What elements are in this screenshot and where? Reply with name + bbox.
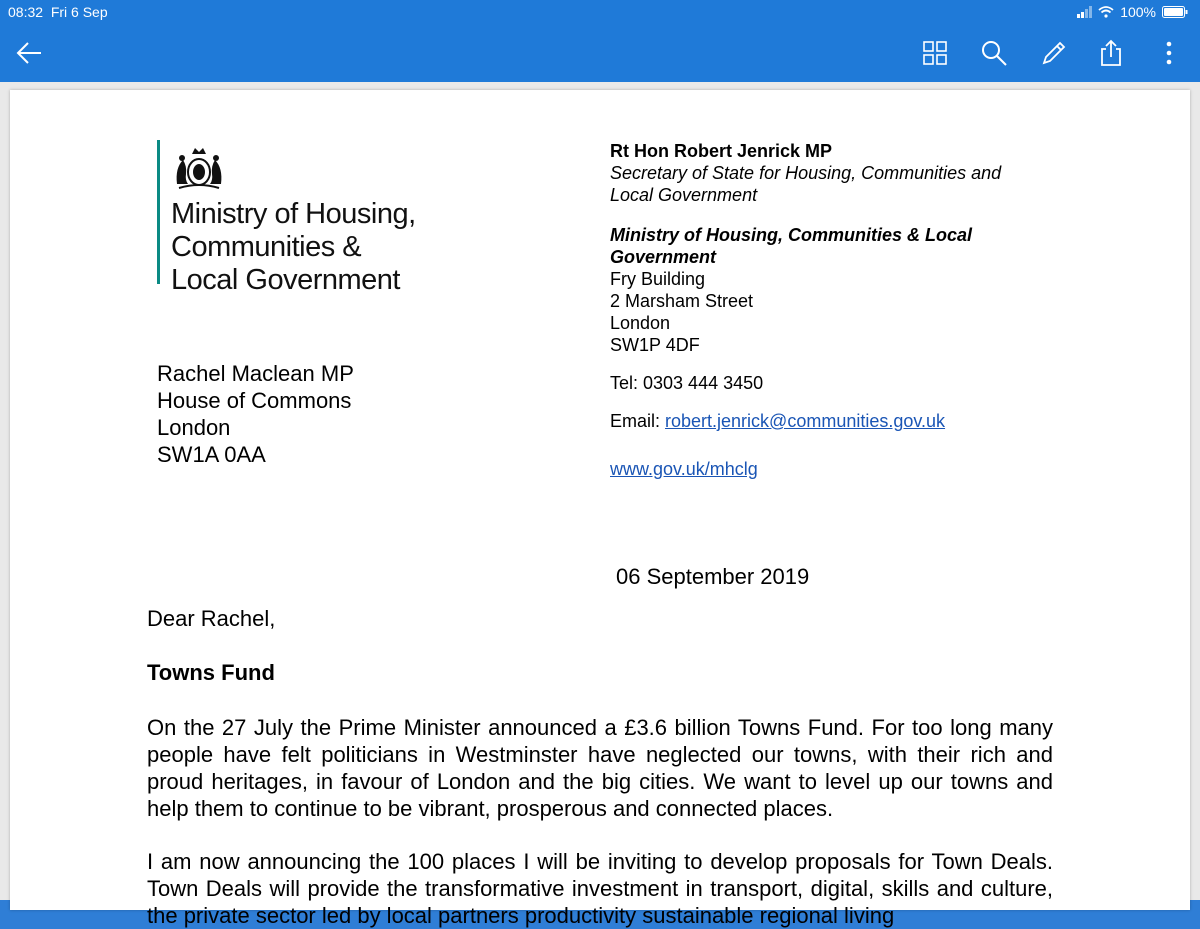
battery-icon — [1162, 6, 1188, 18]
recipient-line: Rachel Maclean MP — [157, 361, 354, 386]
email-label: Email: — [610, 411, 666, 431]
more-icon — [1154, 38, 1184, 68]
sender-telephone: Tel: 0303 444 3450 — [610, 373, 764, 393]
sender-address-line: Fry Building — [610, 269, 706, 289]
letter-date: 06 September 2019 — [616, 564, 810, 589]
sender-address-line: London — [610, 313, 671, 333]
pencil-icon — [1039, 38, 1069, 68]
share-icon — [1096, 38, 1126, 68]
sender-address-line: 2 Marsham Street — [610, 291, 754, 311]
toolbar — [0, 24, 1200, 82]
recipient-line: SW1A 0AA — [157, 442, 266, 467]
grid-view-icon — [920, 38, 950, 68]
document-viewer[interactable] — [0, 82, 1200, 928]
signal-icon — [1077, 6, 1092, 18]
battery-percent: 100% — [1120, 4, 1156, 20]
sender-name: Rt Hon Robert Jenrick MP — [610, 141, 833, 161]
sender-block — [610, 140, 1040, 480]
salutation: Dear Rachel, — [147, 606, 276, 631]
back-button[interactable] — [12, 36, 46, 70]
sender-email-row — [610, 410, 1040, 432]
sender-title-line: Local Government — [610, 185, 758, 205]
recipient-line: House of Commons — [157, 388, 352, 413]
annotate-button[interactable] — [1037, 36, 1071, 70]
status-time: 08:32 Fri 6 Sep — [8, 4, 108, 20]
back-arrow-icon — [14, 38, 44, 68]
search-button[interactable] — [977, 36, 1011, 70]
logo-accent-bar — [157, 140, 160, 284]
website-link[interactable]: www.gov.uk/mhclg — [610, 459, 758, 479]
logo-wordmark: Ministry of Housing, Communities & Local Government — [171, 198, 416, 296]
email-link[interactable]: robert.jenrick@communities.gov.uk — [665, 411, 946, 431]
search-icon — [979, 38, 1009, 68]
letter-heading: Towns Fund — [147, 660, 275, 685]
sender-org-line: Ministry of Housing, Communities & Local — [610, 225, 973, 245]
sender-org-line: Government — [610, 247, 717, 267]
sender-address-line: SW1P 4DF — [610, 335, 700, 355]
body-paragraph: On the 27 July the Prime Minister announced a £3.6 billion Towns Fund. For too long many people have felt politicians in Westminster have neglected our towns, with their rich and proud heritages, in favour of London and the big cities. We want to level up our towns and help them to continue to be vibrant, prosperous and connected places. — [147, 715, 1053, 821]
body-paragraph: I am now announcing the 100 places I will be inviting to develop proposals for Town Deals. Town Deals will provide the transformative investment in transport, digital, skills and culture, the private sector led by local partners productivity sustainable regional living — [147, 849, 1053, 928]
sender-title-line: Secretary of State for Housing, Communities and — [610, 163, 1002, 183]
recipient-address — [157, 360, 354, 468]
status-bar — [0, 0, 1200, 24]
more-button[interactable] — [1152, 36, 1186, 70]
recipient-line: London — [157, 415, 231, 440]
status-indicators — [1077, 4, 1188, 20]
document-page — [10, 90, 1190, 928]
wifi-icon — [1098, 6, 1114, 18]
royal-crest-icon — [171, 144, 227, 190]
share-button[interactable] — [1094, 36, 1128, 70]
grid-view-button[interactable] — [918, 36, 952, 70]
